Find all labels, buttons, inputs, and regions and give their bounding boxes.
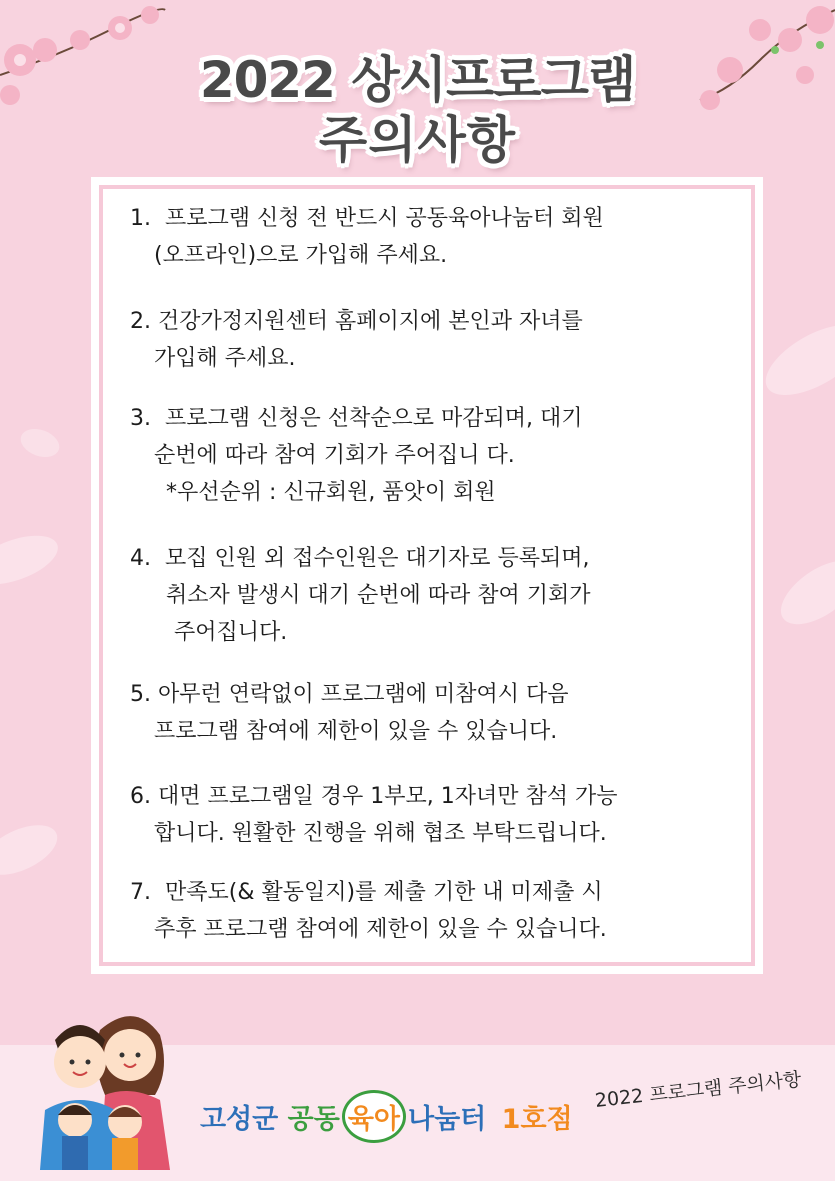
brand-branch: 1호점: [501, 1104, 573, 1135]
brand-region: 고성군: [200, 1104, 279, 1135]
notice-item: [130, 676, 740, 750]
page-title-line1: 2022 상시프로그램: [199, 51, 636, 109]
notice-item: [130, 303, 740, 377]
notice-number: 6.: [130, 784, 151, 809]
brand-yuga: 육아: [347, 1104, 400, 1135]
priority-note: *우선순위 : 신규회원, 품앗이 회원: [166, 480, 496, 505]
notice-number: 3.: [130, 406, 151, 431]
petal-decoration: [770, 548, 835, 636]
notice-text: 추후 프로그램 참여에 제한이 있을 수 있습니다.: [154, 917, 607, 942]
notice-number: 4.: [130, 546, 151, 571]
notice-number: 1.: [130, 206, 151, 231]
notice-text: 가입해 주세요.: [154, 346, 296, 371]
brand-gongdong: 공동: [287, 1104, 340, 1135]
footer-note: 2022 프로그램 주의사항: [594, 1068, 803, 1112]
notice-item: [130, 778, 740, 852]
notice-text: 주어집니다.: [174, 620, 288, 645]
notice-text: 프로그램 참여에 제한이 있을 수 있습니다.: [154, 719, 558, 744]
notice-text: 프로그램 신청 전 반드시 공동육아나눔터 회원: [165, 206, 604, 231]
petal-decoration: [755, 311, 835, 409]
petal-decoration: [0, 526, 64, 594]
notice-text: 건강가정지원센터 홈페이지에 본인과 자녀를: [158, 309, 583, 334]
notice-number: 7.: [130, 880, 151, 905]
notice-item: [130, 200, 740, 274]
petal-decoration: [17, 424, 63, 462]
notice-text: 아무런 연락없이 프로그램에 미참여시 다음: [158, 682, 569, 707]
notice-number: 5.: [130, 682, 151, 707]
petal-decoration: [0, 815, 65, 885]
organization-brand: [200, 1090, 573, 1143]
family-illustration: [20, 1000, 190, 1170]
notice-text: 취소자 발생시 대기 순번에 따라 참여 기회가: [166, 583, 591, 608]
notice-text: 만족도(& 활동일지)를 제출 기한 내 미제출 시: [165, 880, 603, 905]
notice-item: [130, 874, 740, 948]
notice-item: [130, 400, 740, 511]
page-title-line2: 주의사항: [318, 111, 517, 169]
notice-text: (오프라인)으로 가입해 주세요.: [154, 243, 448, 268]
notice-text: 모집 인원 외 접수인원은 대기자로 등록되며,: [165, 546, 590, 571]
notice-item: [130, 540, 740, 651]
notice-text: 순번에 따라 참여 기회가 주어집니 다.: [154, 443, 515, 468]
notice-text: 프로그램 신청은 선착순으로 마감되며, 대기: [165, 406, 583, 431]
notice-text: 합니다. 원활한 진행을 위해 협조 부탁드립니다.: [154, 821, 607, 846]
notice-text: 대면 프로그램일 경우 1부모, 1자녀만 참석 가능: [158, 784, 618, 809]
brand-nanumteo: 나눔터: [408, 1104, 487, 1135]
brand-yuga-badge: [342, 1090, 406, 1143]
notice-number: 2.: [130, 309, 151, 334]
